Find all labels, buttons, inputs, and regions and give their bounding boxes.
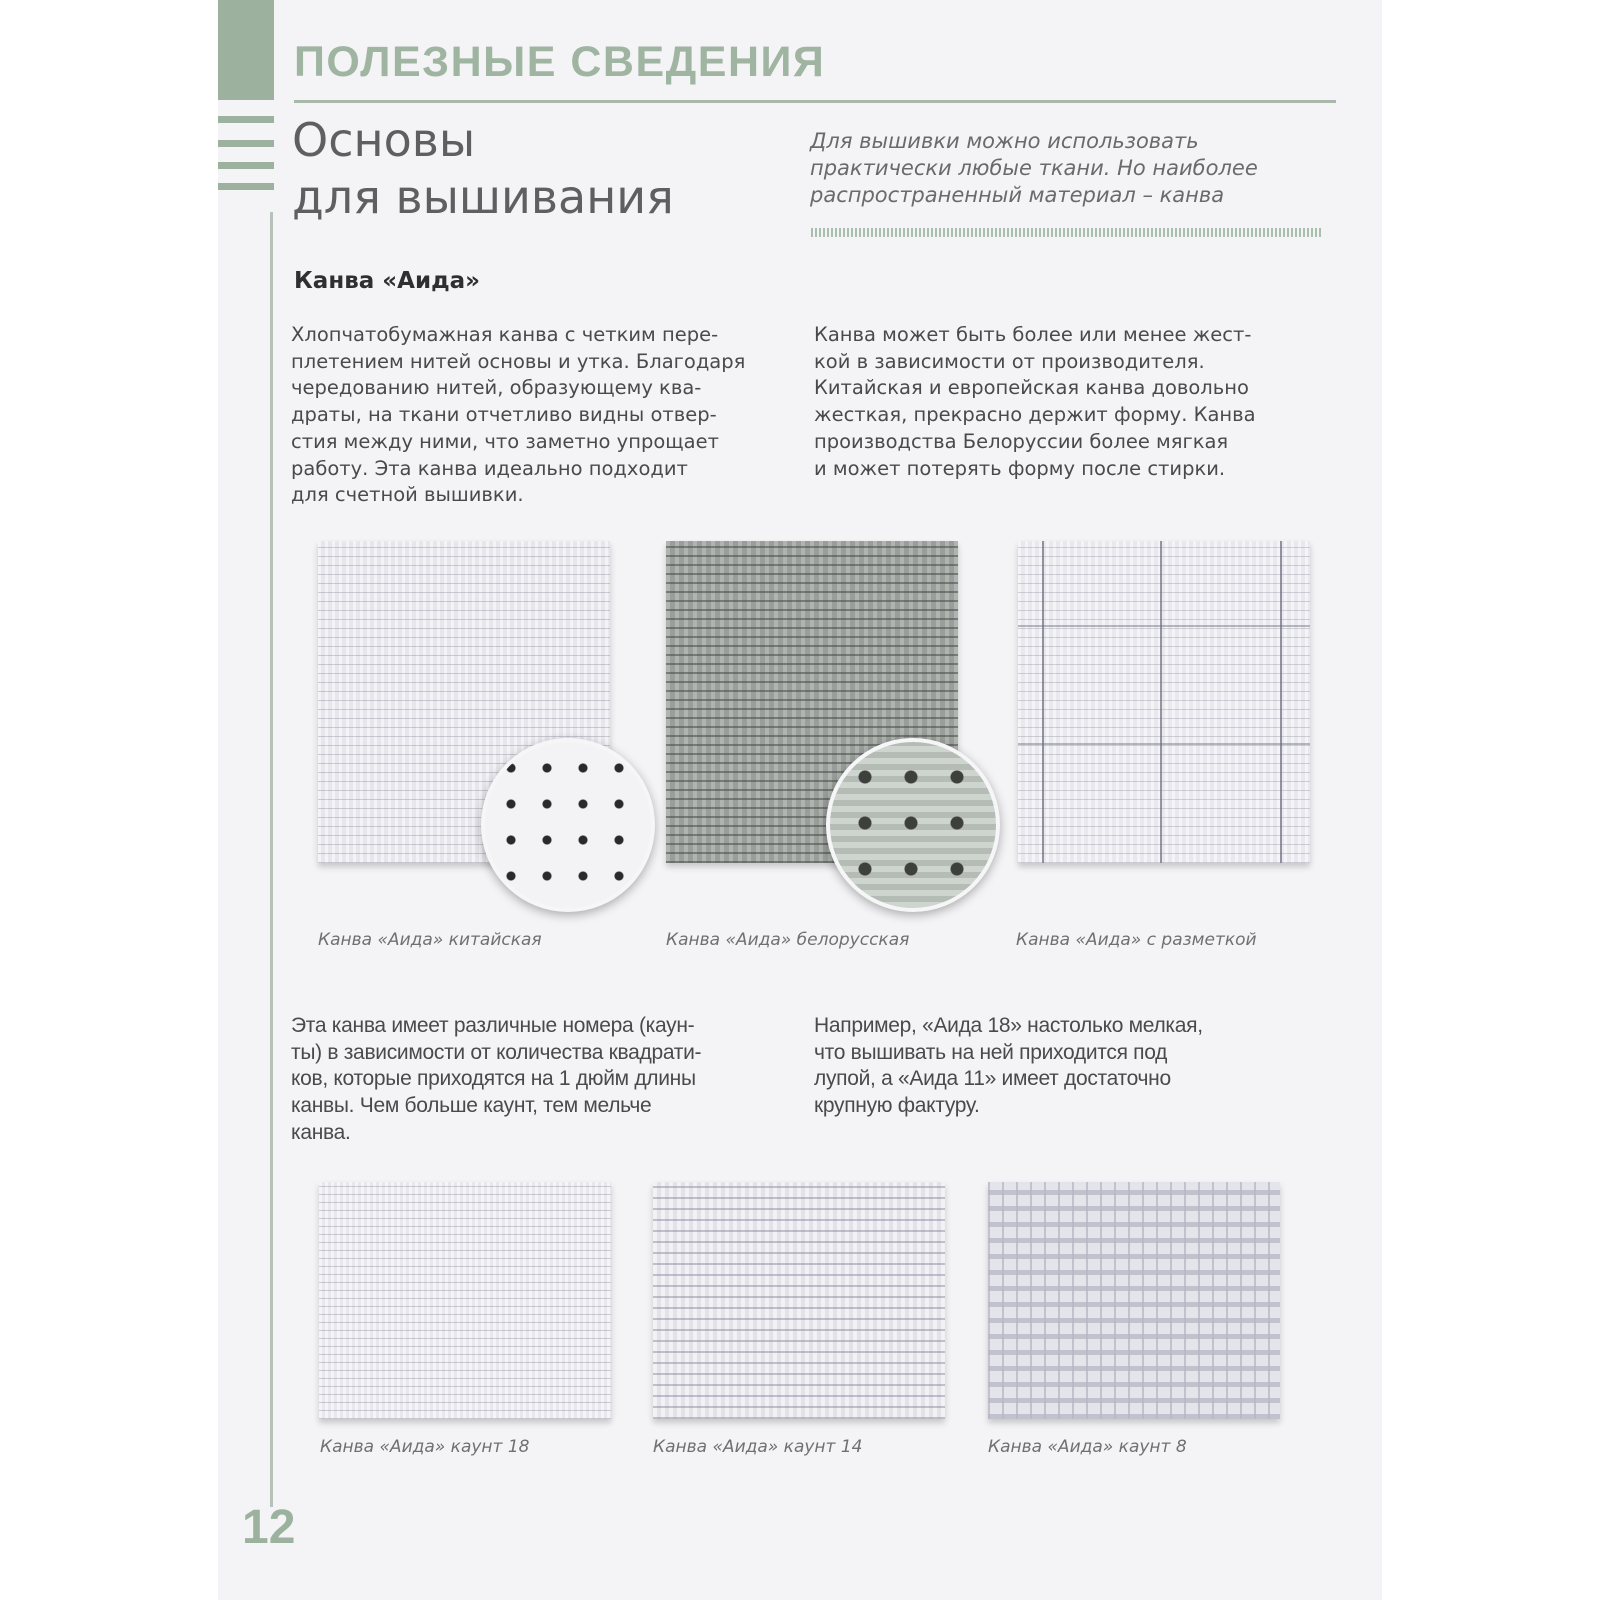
dotted-rule [811, 228, 1321, 237]
fabric-sample-marked [1018, 541, 1310, 863]
page-title-line-2: для вышивания [292, 170, 674, 224]
decor-stripe [218, 162, 274, 169]
magnifier-closeup [481, 738, 655, 912]
caption: Канва «Аида» каунт 14 [653, 1437, 863, 1457]
decor-stripe [218, 183, 274, 190]
caption: Канва «Аида» каунт 18 [320, 1437, 530, 1457]
page-title-line-1: Основы [292, 113, 476, 167]
section-color-block [218, 0, 274, 100]
paragraph-right: Канва может быть более или менее жест- кой в зависимости от производителя. Китайская и европейская канва довольно жесткая, прекрасно держит форму. Канва производства Белоруссии более мягкая и может потерять форму после стирки. [814, 323, 1256, 480]
counts-paragraph-left: Эта канва имеет различные номера (каун- ты) в зависимости от количества квадрати- ков, которые приходятся на 1 дюйм длины канвы. Чем больше каунт, тем мельче канва. [291, 1014, 702, 1144]
header-rule [294, 100, 1336, 103]
page-number: 12 [242, 1501, 296, 1554]
decor-stripe [218, 140, 274, 147]
decor-stripe [218, 116, 274, 123]
fabric-sample-count-8 [988, 1182, 1280, 1419]
counts-paragraph-right: Например, «Аида 18» настолько мелкая, что вышивать на ней приходится под лупой, а «Аида 11» имеет достаточно крупную фактуру. [814, 1014, 1203, 1118]
caption: Канва «Аида» белорусская [666, 930, 910, 950]
intro-text: Для вышивки можно использовать практически любые ткани. Но наиболее распространенный материал – канва [810, 129, 1258, 207]
section-heading: Канва «Аида» [294, 268, 481, 294]
page-title [292, 112, 674, 226]
book-page [218, 0, 1382, 1600]
caption: Канва «Аида» китайская [318, 930, 542, 950]
paragraph-left: Хлопчатобумажная канва с четким пере- плетением нитей основы и утка. Благодаря чередованию нитей, образующему ква- драты, на ткани отчетливо видны отвер- стия между ними, что заметно упрощает работу. Эта канва идеально подходит для счетной вышивки. [291, 323, 746, 507]
caption: Канва «Аида» каунт 8 [988, 1437, 1187, 1457]
fabric-sample-count-18 [319, 1182, 611, 1419]
magnifier-closeup [826, 738, 1000, 912]
caption: Канва «Аида» с разметкой [1016, 930, 1257, 950]
margin-rule [270, 212, 273, 1507]
fabric-sample-count-14 [653, 1182, 945, 1419]
section-label: ПОЛЕЗНЫЕ СВЕДЕНИЯ [294, 38, 826, 86]
